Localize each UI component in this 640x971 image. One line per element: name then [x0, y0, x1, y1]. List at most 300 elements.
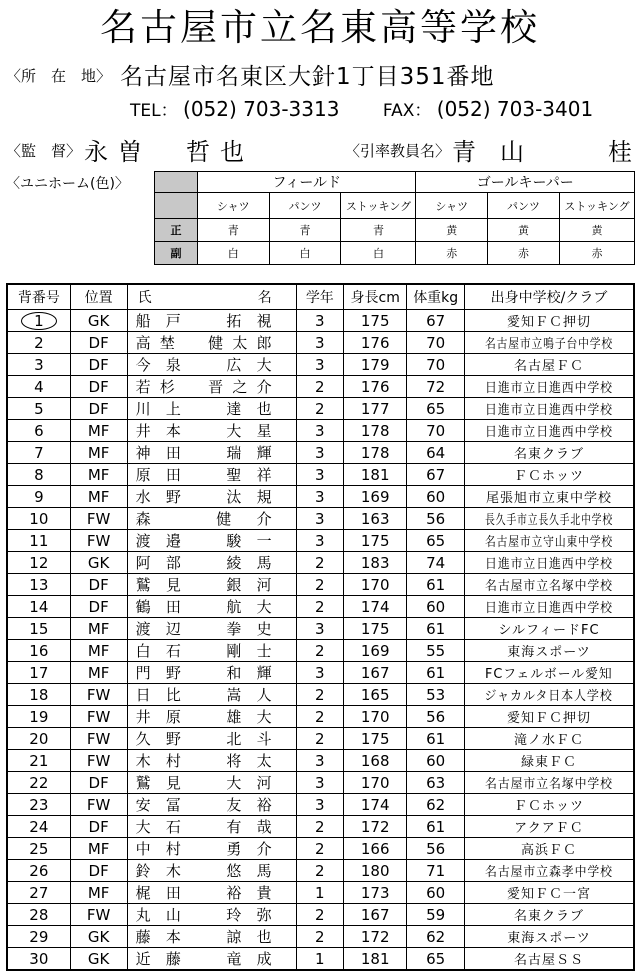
player-weight: 60	[426, 883, 446, 902]
player-height: 175	[360, 531, 390, 550]
player-club-cell	[464, 684, 634, 706]
player-name: 船戸 拓視	[135, 312, 274, 330]
player-number-cell	[7, 860, 70, 882]
player-height: 178	[360, 421, 390, 440]
player-weight: 67	[426, 465, 446, 484]
table-row	[7, 772, 634, 794]
uniform-gk-header: ゴールキーパー	[416, 172, 635, 193]
player-grade: 3	[315, 773, 325, 792]
uniform-color: 赤	[560, 242, 635, 265]
player-grade-cell	[296, 728, 343, 750]
table-row	[7, 816, 634, 838]
player-grade: 3	[315, 465, 325, 484]
player-position: FW	[86, 729, 111, 748]
uniform-sub-header: ストッキング	[341, 193, 416, 219]
player-number-cell	[7, 684, 70, 706]
player-club: 愛知ＦＣ押切	[506, 315, 591, 330]
player-height-cell	[343, 420, 406, 442]
player-name: 鶴田 航大	[135, 598, 274, 616]
player-weight-cell	[407, 398, 465, 420]
player-number-cell	[7, 772, 70, 794]
player-height: 175	[360, 311, 390, 330]
player-club-cell	[464, 354, 634, 376]
player-grade-cell	[296, 398, 343, 420]
player-grade: 3	[315, 311, 325, 330]
player-number-cell	[7, 728, 70, 750]
player-club-cell	[464, 750, 634, 772]
player-weight: 60	[426, 751, 446, 770]
player-number-cell	[7, 596, 70, 618]
player-grade-cell	[296, 684, 343, 706]
player-grade-cell	[296, 772, 343, 794]
player-weight-cell	[407, 926, 465, 948]
player-weight: 62	[426, 927, 446, 946]
player-number-cell	[7, 904, 70, 926]
player-number: 3	[34, 355, 44, 374]
player-height-cell	[343, 684, 406, 706]
player-club: 愛知ＦＣ押切	[506, 711, 591, 726]
table-row	[7, 508, 634, 530]
lead-teacher-label: 〈引率教員名〉	[345, 142, 451, 160]
player-name: 渡邉 駿一	[135, 532, 274, 550]
player-weight: 65	[426, 531, 446, 550]
player-club-cell	[464, 596, 634, 618]
player-weight-cell	[407, 420, 465, 442]
player-number: 10	[29, 509, 49, 528]
player-weight: 71	[426, 861, 446, 880]
player-weight: 61	[426, 663, 446, 682]
player-name-cell	[127, 882, 296, 904]
player-weight-cell	[407, 860, 465, 882]
tel-number: (052) 703-3313	[183, 97, 340, 121]
player-name-cell	[127, 596, 296, 618]
table-row	[7, 882, 634, 904]
player-height-cell	[343, 838, 406, 860]
table-row	[7, 684, 634, 706]
player-grade: 3	[315, 421, 325, 440]
player-number-cell	[7, 882, 70, 904]
contact-line	[130, 96, 593, 121]
player-height: 178	[360, 443, 390, 462]
player-grade-cell	[296, 530, 343, 552]
player-club: 愛知ＦＣ一宮	[506, 887, 591, 902]
player-position: GK	[87, 553, 110, 572]
player-grade: 1	[315, 883, 325, 902]
player-name-cell	[127, 420, 296, 442]
player-grade: 2	[315, 575, 325, 594]
player-name: 井原 雄大	[135, 708, 274, 726]
player-position-cell	[70, 552, 127, 574]
table-row	[7, 486, 634, 508]
player-number: 6	[34, 421, 44, 440]
player-position-cell	[70, 816, 127, 838]
player-height: 163	[360, 509, 390, 528]
player-name-cell	[127, 948, 296, 971]
player-position-cell	[70, 794, 127, 816]
player-position-cell	[70, 530, 127, 552]
player-weight: 61	[426, 817, 446, 836]
player-club: 東海スポーツ	[507, 645, 591, 660]
player-weight-cell	[407, 772, 465, 794]
uniform-color: 黄	[560, 219, 635, 242]
col-number: 背番号	[7, 284, 70, 310]
player-number: 19	[29, 707, 49, 726]
player-name-cell	[127, 398, 296, 420]
player-weight: 59	[426, 905, 446, 924]
player-club: ＦＣホッツ	[513, 469, 584, 484]
table-row	[7, 706, 634, 728]
player-club-cell	[464, 794, 634, 816]
player-position-cell	[70, 574, 127, 596]
player-height-cell	[343, 464, 406, 486]
player-number: 7	[34, 443, 44, 462]
player-club: 名古屋ＳＳ	[513, 953, 584, 968]
table-row	[7, 838, 634, 860]
player-number: 16	[29, 641, 49, 660]
player-grade: 2	[315, 817, 325, 836]
player-number: 30	[29, 949, 49, 968]
player-club-cell	[464, 420, 634, 442]
player-weight-cell	[407, 684, 465, 706]
player-club: アクアＦＣ	[514, 821, 584, 836]
player-number: 17	[29, 663, 49, 682]
player-height: 167	[360, 905, 390, 924]
player-grade: 2	[315, 377, 325, 396]
player-weight-cell	[407, 486, 465, 508]
player-club: 日進市立日進西中学校	[484, 557, 613, 572]
player-height-cell	[343, 552, 406, 574]
player-name-cell	[127, 310, 296, 332]
player-weight-cell	[407, 706, 465, 728]
player-name: 原田 聖祥	[135, 466, 274, 484]
player-club-cell	[464, 376, 634, 398]
uniform-color: 青	[269, 219, 341, 242]
player-height: 179	[360, 355, 390, 374]
player-number: 2	[34, 333, 44, 352]
player-grade: 2	[315, 927, 325, 946]
player-name-cell	[127, 838, 296, 860]
player-position-cell	[70, 904, 127, 926]
player-height-cell	[343, 816, 406, 838]
player-position: DF	[88, 399, 109, 418]
player-grade: 2	[315, 905, 325, 924]
player-number-cell	[7, 552, 70, 574]
player-grade: 1	[315, 949, 325, 968]
uniform-row-label: 正	[155, 219, 198, 242]
player-name: 日比 嵩人	[135, 686, 274, 704]
player-number-cell	[7, 706, 70, 728]
player-name-cell	[127, 926, 296, 948]
col-club: 出身中学校/クラブ	[464, 284, 634, 310]
player-number-cell	[7, 750, 70, 772]
player-weight-cell	[407, 376, 465, 398]
player-club-cell	[464, 618, 634, 640]
player-weight: 72	[426, 377, 446, 396]
player-weight-cell	[407, 816, 465, 838]
player-position-cell	[70, 882, 127, 904]
player-number: 14	[29, 597, 49, 616]
player-position: FW	[86, 509, 111, 528]
player-position: DF	[88, 377, 109, 396]
player-number: 8	[34, 465, 44, 484]
player-club: 高浜ＦＣ	[520, 843, 577, 858]
table-row	[7, 662, 634, 684]
player-position-cell	[70, 860, 127, 882]
player-height: 181	[360, 465, 390, 484]
player-height-cell	[343, 926, 406, 948]
player-grade-cell	[296, 442, 343, 464]
player-name-cell	[127, 684, 296, 706]
player-position-cell	[70, 640, 127, 662]
player-grade: 2	[315, 641, 325, 660]
player-grade: 2	[315, 597, 325, 616]
uniform-sub-header: パンツ	[488, 193, 560, 219]
player-club-cell	[464, 398, 634, 420]
player-height-cell	[343, 794, 406, 816]
player-position: MF	[87, 465, 110, 484]
roster-body	[7, 310, 634, 971]
player-name-cell	[127, 794, 296, 816]
player-height-cell	[343, 948, 406, 971]
player-height-cell	[343, 860, 406, 882]
uniform-sub-header: ストッキング	[560, 193, 635, 219]
player-grade: 3	[315, 531, 325, 550]
player-position: DF	[88, 817, 109, 836]
uniform-sub-header: シャツ	[198, 193, 270, 219]
player-height: 177	[360, 399, 390, 418]
player-height-cell	[343, 310, 406, 332]
manager-name: 永曽 哲也	[84, 138, 254, 166]
player-weight: 55	[426, 641, 446, 660]
player-position-cell	[70, 310, 127, 332]
player-club: 尾張旭市立東中学校	[485, 491, 612, 506]
player-grade: 3	[315, 509, 325, 528]
player-name-cell	[127, 706, 296, 728]
player-grade: 3	[315, 795, 325, 814]
player-number-cell	[7, 926, 70, 948]
player-grade: 3	[315, 487, 325, 506]
player-number: 21	[29, 751, 49, 770]
player-position: MF	[87, 839, 110, 858]
player-weight-cell	[407, 750, 465, 772]
player-weight: 56	[426, 839, 446, 858]
player-name-cell	[127, 750, 296, 772]
player-number: 4	[34, 377, 44, 396]
player-position: FW	[86, 751, 111, 770]
player-height: 172	[360, 817, 390, 836]
player-weight: 70	[426, 355, 446, 374]
player-name: 水野 汰規	[135, 488, 274, 506]
player-height: 166	[360, 839, 390, 858]
player-grade-cell	[296, 552, 343, 574]
table-row	[7, 640, 634, 662]
player-weight: 60	[426, 597, 446, 616]
player-club-cell	[464, 706, 634, 728]
player-weight: 65	[426, 399, 446, 418]
table-row	[7, 398, 634, 420]
player-grade-cell	[296, 904, 343, 926]
player-weight: 53	[426, 685, 446, 704]
player-number: 26	[29, 861, 49, 880]
tel-label: TEL：	[130, 101, 178, 121]
player-name-cell	[127, 574, 296, 596]
player-position-cell	[70, 618, 127, 640]
player-name-cell	[127, 332, 296, 354]
table-row	[7, 618, 634, 640]
player-name-cell	[127, 816, 296, 838]
player-position-cell	[70, 728, 127, 750]
uniform-color: 白	[269, 242, 341, 265]
player-position: FW	[86, 795, 111, 814]
player-club: 日進市立日進西中学校	[484, 425, 613, 440]
player-position: GK	[87, 311, 110, 330]
player-name: 今泉 広大	[135, 356, 274, 374]
player-grade-cell	[296, 926, 343, 948]
player-weight: 62	[426, 795, 446, 814]
player-name: 森 健介	[135, 510, 274, 528]
player-height: 167	[360, 663, 390, 682]
player-position-cell	[70, 596, 127, 618]
player-position-cell	[70, 706, 127, 728]
table-row	[7, 794, 634, 816]
player-position: DF	[88, 333, 109, 352]
table-row	[7, 750, 634, 772]
player-club-cell	[464, 552, 634, 574]
player-club: 名古屋市立守山東中学校	[484, 535, 613, 550]
uniform-color: 青	[198, 219, 270, 242]
player-weight: 61	[426, 619, 446, 638]
col-name-given: 名	[257, 290, 272, 306]
player-weight: 70	[426, 421, 446, 440]
player-number-cell	[7, 310, 70, 332]
table-row	[7, 464, 634, 486]
table-row	[7, 728, 634, 750]
player-name-cell	[127, 354, 296, 376]
player-height-cell	[343, 882, 406, 904]
player-position: GK	[87, 927, 110, 946]
player-number-cell	[7, 948, 70, 971]
player-number: 23	[29, 795, 49, 814]
player-grade: 2	[315, 839, 325, 858]
player-club-cell	[464, 816, 634, 838]
uniform-row-primary	[155, 219, 635, 242]
table-row	[7, 310, 634, 332]
player-name-cell	[127, 376, 296, 398]
player-position: MF	[87, 663, 110, 682]
player-grade-cell	[296, 618, 343, 640]
uniform-color: 赤	[416, 242, 488, 265]
player-number: 27	[29, 883, 49, 902]
player-height-cell	[343, 706, 406, 728]
player-club-cell	[464, 640, 634, 662]
uniform-sub-header: シャツ	[416, 193, 488, 219]
player-name: 中村 勇介	[135, 840, 274, 858]
player-number-cell	[7, 486, 70, 508]
player-weight-cell	[407, 728, 465, 750]
uniform-color: 赤	[488, 242, 560, 265]
player-name: 藤本 諒也	[135, 928, 274, 946]
player-club: 東海スポーツ	[507, 931, 591, 946]
player-position: DF	[88, 773, 109, 792]
player-position-cell	[70, 948, 127, 971]
player-height-cell	[343, 442, 406, 464]
player-height: 174	[360, 795, 390, 814]
player-name: 丸山 玲弥	[135, 906, 274, 924]
player-club: 日進市立日進西中学校	[484, 381, 613, 396]
col-name	[127, 284, 296, 310]
player-weight: 70	[426, 333, 446, 352]
player-grade: 2	[315, 685, 325, 704]
player-position-cell	[70, 684, 127, 706]
player-position: FW	[86, 685, 111, 704]
player-weight-cell	[407, 948, 465, 971]
uniform-color: 白	[341, 242, 416, 265]
player-weight: 67	[426, 311, 446, 330]
table-row	[7, 574, 634, 596]
player-name-cell	[127, 662, 296, 684]
player-grade-cell	[296, 464, 343, 486]
player-club-cell	[464, 332, 634, 354]
player-position: MF	[87, 443, 110, 462]
school-address: 名古屋市名東区大針1丁目351番地	[120, 64, 495, 90]
manager-label: 〈監 督〉	[6, 142, 82, 160]
player-grade-cell	[296, 838, 343, 860]
player-number-cell	[7, 332, 70, 354]
player-height-cell	[343, 640, 406, 662]
player-weight-cell	[407, 530, 465, 552]
player-position-cell	[70, 464, 127, 486]
player-number: 28	[29, 905, 49, 924]
player-club: 緑東ＦＣ	[520, 755, 577, 770]
player-position-cell	[70, 332, 127, 354]
col-name-family: 氏	[137, 290, 152, 306]
player-club: シルフィードFC	[498, 623, 600, 638]
roster-header-row	[7, 284, 634, 310]
player-height-cell	[343, 596, 406, 618]
uniform-color: 青	[341, 219, 416, 242]
player-name-cell	[127, 552, 296, 574]
table-row	[7, 354, 634, 376]
player-grade-cell	[296, 332, 343, 354]
uniform-corner	[155, 172, 198, 193]
player-height: 172	[360, 927, 390, 946]
uniform-field-header: フィールド	[198, 172, 416, 193]
player-number-cell	[7, 838, 70, 860]
player-club: 滝ノ水ＦＣ	[513, 733, 584, 748]
player-club: 名東クラブ	[513, 447, 584, 462]
table-row	[7, 332, 634, 354]
player-name-cell	[127, 530, 296, 552]
player-name: 井本 大星	[135, 422, 274, 440]
player-club: FCフェルボール愛知	[485, 667, 613, 682]
player-grade: 2	[315, 399, 325, 418]
player-weight-cell	[407, 596, 465, 618]
player-number: 25	[29, 839, 49, 858]
player-club-cell	[464, 310, 634, 332]
player-height: 168	[360, 751, 390, 770]
player-height: 170	[360, 575, 390, 594]
player-position: MF	[87, 883, 110, 902]
player-position-cell	[70, 926, 127, 948]
player-club: 名古屋ＦＣ	[513, 359, 584, 374]
player-name: 大石 有哉	[135, 818, 274, 836]
player-name: 渡辺 拳史	[135, 620, 274, 638]
player-name: 安冨 友裕	[135, 796, 274, 814]
player-name-cell	[127, 772, 296, 794]
player-height: 183	[360, 553, 390, 572]
table-row	[7, 926, 634, 948]
player-position-cell	[70, 486, 127, 508]
